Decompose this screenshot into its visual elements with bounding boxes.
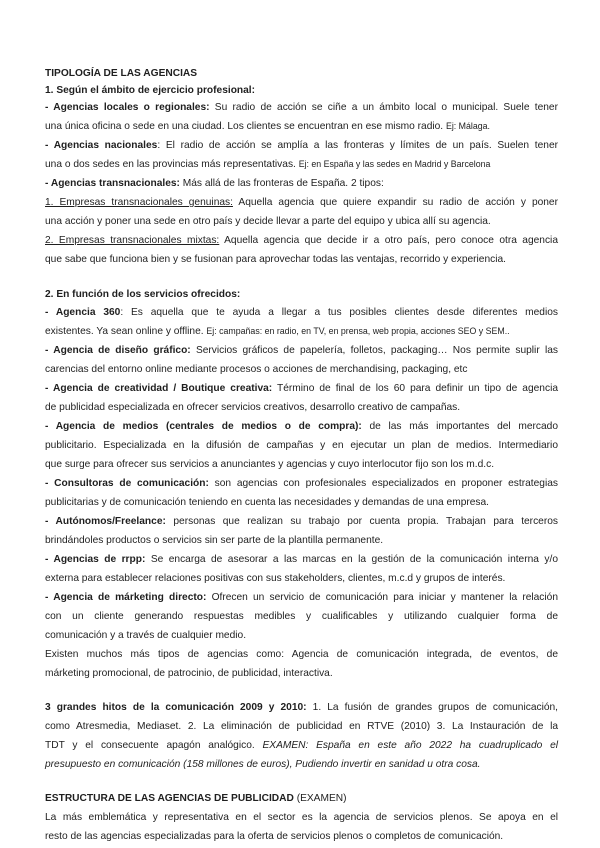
text-span: son agencias con profesionales especializados en proponer estrategias (208, 478, 558, 489)
text-span: una única oficina o sede en una ciudad. Los clientes se encuentran en ese mismo radio. (45, 121, 446, 132)
paragraph-line (45, 590, 558, 605)
term-label: - Autónomos/Freelance: (45, 516, 166, 527)
text-span: comunicación y a través de cualquier medio. (45, 630, 247, 641)
text-span: Existen muchos más tipos de agencias como: Agencia de comunicación integrada, de eventos, de (45, 649, 558, 660)
text-span: : Es aquella que te ayuda a llegar a tus posibles clientes desde diferentes medios (120, 307, 558, 318)
paragraph-line (45, 457, 494, 472)
term-label: - Agencia de medios (centrales de medios o de compra): (45, 421, 362, 432)
paragraph-line (45, 400, 460, 415)
paragraph-line (45, 628, 246, 643)
example-span: Ej: en España y las sedes en Madrid y Barcelona (298, 159, 491, 169)
paragraph-line (45, 233, 558, 248)
term-label: - Agencias de rrpp: (45, 554, 146, 565)
paragraph-line (45, 324, 510, 339)
term-label: - Agencias locales o regionales: (45, 102, 210, 113)
text-span: márketing promocional, de patrocinio, de publicidad, interactiva. (45, 668, 333, 679)
text-span: existentes. Ya sean online y offline. (45, 326, 207, 337)
term-label: - Agencia de creatividad / Boutique creativa: (45, 383, 273, 394)
italic-span: EXAMEN: España en este año 2022 ha cuadruplicado el (262, 740, 558, 751)
paragraph-line (45, 195, 558, 210)
text-span: que sabe que funciona bien y se fusionan para aprovechar todas las ventajas, recorrido y experiencia. (45, 254, 506, 265)
term-label: - Agencia de márketing directo: (45, 592, 207, 603)
text-span: resto de las agencias especializadas para la oferta de servicios plenos o completos de comunicación. (45, 831, 504, 842)
term-label: - Agencia de diseño gráfico: (45, 345, 191, 356)
example-span: Ej: campañas: en radio, en TV, en prensa, web propia, acciones SEO y SEM.. (206, 326, 510, 336)
paragraph-line (45, 343, 558, 358)
paragraph-line (45, 438, 558, 453)
paragraph-line (45, 666, 333, 681)
paragraph-line (45, 362, 467, 377)
estructura-heading: ESTRUCTURA DE LAS AGENCIAS DE PUBLICIDAD (45, 793, 294, 804)
text-span: Más allá de las fronteras de España. 2 tipos: (179, 178, 384, 189)
paragraph-line (45, 757, 481, 772)
text-span: 1. La fusión de grandes grupos de comunicación, (306, 702, 559, 713)
text-span: Ofrecen un servicio de comunicación para iniciar y mantener la relación (206, 592, 559, 603)
paragraph-line (45, 700, 558, 715)
title-line (45, 66, 197, 81)
term-label: - Agencias nacionales (45, 140, 158, 151)
paragraph-line (45, 609, 558, 624)
paragraph-line (45, 647, 558, 662)
underlined-label: 2. Empresas transnacionales mixtas: (45, 235, 220, 246)
text-span: Servicios gráficos de papelería, folletos, packaging… Nos permite suplir las (190, 345, 558, 356)
paragraph-line (45, 738, 558, 753)
paragraph-line (45, 419, 558, 434)
example-span: Ej: Málaga. (445, 121, 490, 131)
text-span: : El radio de acción se amplía a las fronteras y límites de un país. Suelen tener (157, 140, 558, 151)
text-span: publicitario. Especializada en la difusión de campañas y en ejecutar un plan de medios. Intermediario (45, 440, 558, 451)
text-span: La más emblemática y representativa en el sector es la agencia de servicios plenos. Se apoya en el (45, 812, 558, 823)
paragraph-line (45, 476, 558, 491)
paragraph-line (45, 214, 491, 229)
s2-heading: 2. En función de los servicios ofrecidos: (45, 289, 241, 300)
text-span: de publicidad especializada en ofrecer servicios creativos, desarrollo creativo de campañas. (45, 402, 461, 413)
s1-heading-line (45, 83, 255, 98)
paragraph-line (45, 119, 490, 134)
paragraph-line (45, 514, 558, 529)
paragraph-line (45, 533, 383, 548)
term-label: - Agencia 360 (45, 307, 121, 318)
paragraph-line (45, 100, 558, 115)
italic-span: presupuesto en comunicación (158 millones de euros), Pudiendo invertir en sanidad u otra cosa. (45, 759, 481, 770)
text-span: Su radio de acción se ciñe a un ámbito local o municipal. Suele tener (209, 102, 558, 113)
paragraph-line (45, 719, 558, 734)
text-span: Se encarga de asesorar a las marcas en la gestión de la comunicación interna y/o (145, 554, 558, 565)
text-span: Aquella agencia que decide ir a otro país, pero conoce otra agencia (219, 235, 558, 246)
text-span: publicitarias y de comunicación teniendo en cuenta las necesidades y demandas de una empresa. (45, 497, 490, 508)
paragraph-line (45, 252, 506, 267)
text-span: personas que realizan su trabajo por cuenta propia. Trabajan para terceros (165, 516, 558, 527)
text-span: con un cliente generando respuestas medibles y cualificables y utilizando cualquier forma de (45, 611, 558, 622)
estructura-heading-line (45, 791, 347, 806)
paragraph-line (45, 176, 384, 191)
paragraph-line (45, 157, 490, 172)
paragraph-line (45, 829, 503, 844)
text-span: TDT y el consecuente apagón analógico. (45, 740, 263, 751)
paragraph-line (45, 810, 558, 825)
term-label: - Agencias transnacionales: (45, 178, 180, 189)
text-span: (EXAMEN) (293, 793, 347, 804)
doc-title: TIPOLOGÍA DE LAS AGENCIAS (45, 68, 198, 79)
term-label: - Consultoras de comunicación: (45, 478, 209, 489)
paragraph-line (45, 138, 558, 153)
underlined-label: 1. Empresas transnacionales genuinas: (45, 197, 233, 208)
text-span: una acción y poner una sede en otro país y decide llevar a parte del equipo y ubica allí su agencia. (45, 216, 491, 227)
paragraph-line (45, 495, 489, 510)
paragraph-line (45, 305, 558, 320)
text-span: de las más importantes del mercado (361, 421, 558, 432)
text-span: Aquella agencia que quiere expandir su radio de acción y poner (232, 197, 558, 208)
paragraph-line (45, 571, 505, 586)
text-span: brindándoles productos o servicios sin ser parte de la plantilla permanente. (45, 535, 384, 546)
text-span: una o dos sedes en las provincias más representativas. (45, 159, 299, 170)
text-span: externa para establecer relaciones positivas con sus stakeholders, clientes, m.c.d y grupos de interés. (45, 573, 506, 584)
s1-heading: 1. Según el ámbito de ejercicio profesional: (45, 85, 256, 96)
paragraph-line (45, 552, 558, 567)
paragraph-line (45, 381, 558, 396)
term-label: 3 grandes hitos de la comunicación 2009 y 2010: (45, 702, 307, 713)
text-span: carencias del entorno online mediante procesos o acciones de merchandising, packaging, etc (45, 364, 468, 375)
text-span: como Atresmedia, Mediaset. 2. La eliminación de publicidad en RTVE (2010) 3. La Instauración de la (45, 721, 558, 732)
s2-heading-line (45, 287, 240, 302)
text-span: Término de final de los 60 para definir un tipo de agencia (272, 383, 558, 394)
text-span: que surge para ofrecer sus servicios a anunciantes y agencias y cuyo interlocutor fijo son los m.d.c. (45, 459, 495, 470)
